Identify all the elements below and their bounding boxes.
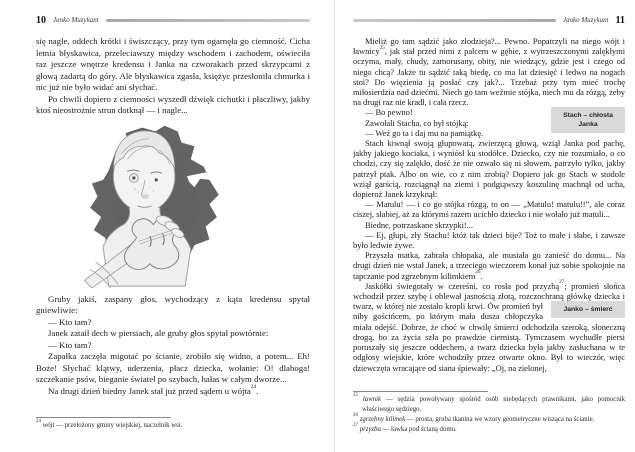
paragraph: Zapałka zaczęła migotać po ścianie, zrobiło się widno, a potem... Eh! Boże! Słychać klątwy, uderzenia, płacz dziecka, wołanie: O! dlaboga! szczekanie psów, bieganie świateł po szybach, hałas w całym dworze... [36, 351, 310, 384]
page-number-left: 10 [36, 14, 46, 26]
footnotes-right [353, 391, 625, 435]
page-body-right [353, 36, 625, 385]
footnote: $^{24}$ wójt — przełożony gminy wiejskiej, naczelnik wsi. [36, 419, 183, 429]
running-title-left: Janko Muzykant [53, 16, 99, 24]
page-right [335, 0, 635, 452]
paragraph: — Ej, głupi, zły Stachu! któż tak dzieci bije? Toż to małe i słabe, i zawsze było ledwie żywe. [353, 229, 625, 251]
text-block-right [353, 36, 625, 373]
paragraph: Na drugi dzień biedny Janek stał już przed sądem u wójta$^{24}$. [48, 383, 259, 396]
footnote-ref: 24 [250, 383, 257, 390]
paragraph: Stach kiwnął swoją głupowatą, zwierzęcą głową, wziął Janka pod pachę, jakby jakiego kociaka, i wyniósł ku stodółce. Dziecko, czy nie rozumiało, o co chodzi, czy się zalękło, dość że nie ozwało się ni słowem, patrzyło tylko, jakby patrzył ptak. Albo on wie, co z nim zrobią? Dopiero jak go Stach w stodole wziął garścią, rozciągnął na ziemi i podgiąwszy koszulinę machnął od ucha, dopieroż Janek krzyknął: [353, 138, 625, 200]
book-illustration [62, 122, 230, 288]
text-block-bottom [36, 294, 310, 398]
page-header-right [353, 14, 625, 26]
paragraph: Jaskółki świegotały w czereśni, co rosła pod przyzbą$^{27}$; promień słońca wchodził przez szybę i oblewał jasnością złotą, rozczochraną główkę Janko – śmierć dziecka i twarz, w której nie zostało kropli krwi. Ów promień był niby gościńcem, po którym mała dusza chłopczyka miała odejść. Dobrze, że choć w chwilę śmierci odchodziła szeroką, słoneczną drogą, bo za życia szła po prawdzie ciernistą. Tymczasem wychudłe piersi poruszały się jeszcze oddechem, a twarz dziecka była jakby zasłuchana w te odgłosy wiejskie, które wchodziły przez otwarte okno. Był to wieczór, więc dziewczęta wracające od siana śpiewały: „Oj, na zielonej, [353, 279, 625, 373]
footnote-ref: 26 [475, 269, 481, 275]
paragraph: — Kto tam? [48, 316, 92, 327]
page-body-left [36, 36, 310, 417]
paragraph: — Weź go ta i daj mu na pamiątkę. [365, 127, 484, 138]
page-header-left [36, 14, 310, 26]
footnote: $^{26}$ zgrzebny kilimek — prosta, gruba tkanina we wzory geometryczne wisząca na ścianie. [353, 413, 595, 423]
paragraph: Po chwili dopiero z ciemności wyszedł dźwięk cichutki i płaczliwy, jakby ktoś nieostrożnie strun dotknął — i nagle... [36, 93, 310, 115]
margin-note: Janko – śmierć [551, 301, 625, 318]
paragraph: Stach – chłosta Janka — Bo pewno! [353, 107, 625, 117]
page-number-right: 11 [615, 14, 625, 26]
running-title-right: Janko Muzykant [562, 16, 609, 24]
paragraph: Mieliż go tam sądzić jako złodzieja?... Pewno. Popatrzyli na niego wójt i ławnicy$^{25}$, jak stał przed nimi z palcem w gębie, z wytrzeszczonymi zalękłymi oczyma, mały, chudy, zamorusany, obity, nie wiedzący, gdzie jest i czego od niego chcą? Jakże tu sądzić taką biedę, co ma lat dziesięć i ledwo na nogach stoi? Do więzienia ją posłać czy jak?... Trzebaż przy tym mieć trochę miłosierdzia nad dziećmi. Niech go tam weźmie stójka, niech mu da rózgą, żeby na drugi raz nie kradł, i cała rzecz. [353, 36, 625, 108]
margin-note: Stach – chłosta Janka [551, 107, 625, 133]
paragraph: — Kto tam? [48, 339, 92, 350]
paragraph: Biedne, potrzaskane skrzypki!... [365, 219, 473, 230]
header-rule-right [353, 19, 556, 22]
footnote: $^{25}$ ławnik — sędzia powoływany spośród osób niebędących prawnikami, jako pomocnik właściwego sędziego. [353, 393, 626, 413]
footnote: $^{27}$ przyzba — ławka pod ścianą domu. [353, 423, 457, 433]
boy-with-violin-sketch-icon [62, 122, 230, 288]
footnote-rule [36, 417, 171, 418]
footnote-rule [353, 391, 488, 392]
paragraph: się nagle, oddech krótki i świszczący, przy tym ogarnęła go ciemność. Cicha letnia błyskawica, przeleciawszy między wschodem i zachodem, oświeciła raz jeszcze wnętrze kredensu i Janka na czworakach przed skrzypcami z głową zadartą do góry. Ale błyskawica zgasła, księżyc przesłoniła chmurka i nic już nie było widać ani słychać. [36, 36, 310, 92]
footnote-ref: 25 [379, 44, 385, 51]
paragraph: Gruby jakiś, zaspany głos, wychodzący z kąta kredensu spytał gniewliwie: [36, 293, 310, 315]
paragraph: Zawołali Stacha, co był stójką: [365, 117, 469, 128]
paragraph: — Matulu! — i co go stójka rózgą, to on — „Matulu! matulu!!”, ale coraz ciszej, słabiej, aż za którymś razem ucichło dziecko i nie wołało już matuli... [353, 199, 625, 220]
header-rule-left [106, 19, 310, 22]
paragraph: Przyszła matka, zabrała chłopaka, ale musiała go zanieść do domu... Na drugi dzień nie wstał Janek, a trzeciego wieczorem konał już sobie spokojnie na tapczanie pod zgrzebnym kilimkiem$^{26}$. [353, 250, 625, 281]
footnote-ref: 27 [559, 279, 565, 286]
paragraph: Janek zataił dech w piersiach, ale gruby głos spytał powtórnie: [48, 328, 269, 338]
text-block-top [36, 36, 310, 117]
footnotes-left [36, 417, 310, 431]
